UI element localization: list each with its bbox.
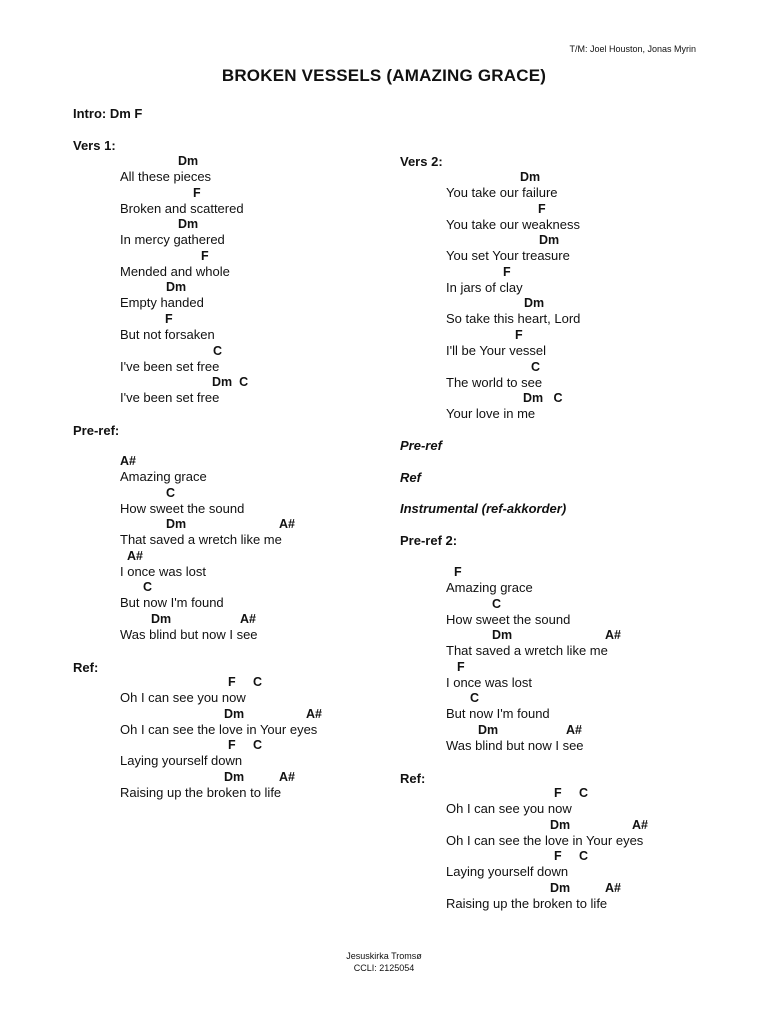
chord: A# [240,612,256,626]
chord: Dm [151,612,172,626]
chord: Dm [224,769,245,784]
chord: F C [228,738,263,753]
footer [0,950,768,974]
chord: Dm [492,628,513,643]
chord: Dm [166,280,187,295]
lyric-line: Amazing grace [120,469,207,484]
chord: F [503,264,511,279]
chord: Dm [524,296,545,311]
chord: F [454,565,462,579]
lyric-line: Oh I can see you now [446,801,572,816]
lyric-line: Mended and whole [120,263,230,279]
chord: A# [605,628,621,643]
chord: A# [566,723,582,737]
lyric-line: Raising up the broken to life [446,895,608,911]
lyric-line: Amazing grace [446,580,533,595]
chord: Dm C [212,375,249,390]
chord: F C [554,849,589,864]
chord: F C [228,675,263,689]
chord: Dm [178,217,199,232]
lyric-line: In jars of clay [446,279,523,295]
lyric-line: But now I'm found [120,595,224,611]
lyric-line: I've been set free [120,358,220,374]
chord: A# [127,548,143,563]
section-label-preref2: Pre-ref 2: [400,533,458,548]
chord: A# [279,769,295,784]
chord: Dm [539,233,560,248]
section-label-vers1: Vers 1: [73,138,116,153]
lyric-line: That saved a wretch like me [120,532,282,548]
chord: Dm [166,517,187,532]
intro-line: Intro: Dm F [73,106,143,121]
lyric-line: But now I'm found [446,706,550,722]
chord: F C [554,786,589,800]
chord: F [193,185,201,200]
chord: A# [279,517,295,532]
lyric-line: I once was lost [120,563,206,579]
chord: A# [605,880,621,895]
lyric-line: Empty handed [120,295,204,311]
chord: Dm C [523,391,563,406]
section-label-vers2: Vers 2: [400,154,443,169]
lyric-line: So take this heart, Lord [446,311,581,327]
chord: F [515,328,523,342]
chord: C [166,485,176,500]
lyric-line: All these pieces [120,169,212,184]
section-label-preref: Pre-ref: [73,423,120,438]
section-label-ref2: Ref: [400,771,426,786]
chord: C [531,359,541,374]
chord: Dm [550,880,571,895]
lyric-line: I'll be Your vessel [446,343,547,358]
chord: A# [306,706,322,721]
lyric-line: Oh I can see you now [120,690,246,705]
lyric-line: Oh I can see the love in Your eyes [446,832,644,848]
lyric-line: That saved a wretch like me [446,643,608,659]
section-label-ref-repeat: Ref [400,470,421,485]
lyric-line: I've been set free [120,390,220,406]
chord: F [165,312,173,326]
lyric-line: Your love in me [446,406,536,422]
lyric-line: The world to see [446,374,543,390]
author-credit: T/M: Joel Houston, Jonas Myrin [569,44,696,54]
chord: A# [120,454,136,468]
chord: Dm [224,706,245,721]
footer-church: Jesuskirka Tromsø [346,951,422,961]
chord: F [538,201,546,216]
chord: C [470,691,480,706]
lyric-line: You take our weakness [446,216,580,232]
song-title: BROKEN VESSELS (AMAZING GRACE) [221,66,547,85]
lyric-line: Oh I can see the love in Your eyes [120,721,318,737]
lyric-line: Was blind but now I see [120,627,258,642]
chord: C [143,580,153,595]
section-label-ref: Ref: [73,660,99,675]
chord: F [201,248,209,263]
lyric-line: But not forsaken [120,327,215,342]
lyric-line: You set Your treasure [446,248,570,264]
section-label-preref-repeat: Pre-ref [400,438,442,453]
lyric-line: I once was lost [446,674,532,690]
footer-ccli: CCLI: 2125054 [353,963,415,973]
chord: C [492,596,502,611]
lyric-line: You take our failure [446,185,558,200]
chord: F [457,659,465,674]
section-label-instrumental: Instrumental (ref-akkorder) [400,501,567,516]
lyric-line: How sweet the sound [446,611,571,627]
lyric-line: In mercy gathered [120,232,225,248]
chord: Dm [550,817,571,832]
chord: Dm [478,723,499,737]
chord: A# [632,817,648,832]
lyric-line: Raising up the broken to life [120,784,282,800]
lyric-line: Broken and scattered [120,200,244,216]
chord: C [213,343,223,358]
chord: Dm [178,154,199,168]
chord: Dm [520,170,541,184]
lyric-line: How sweet the sound [120,500,245,516]
lyric-line: Was blind but now I see [446,738,584,753]
lyric-line: Laying yourself down [120,753,243,769]
lyric-line: Laying yourself down [446,864,569,880]
